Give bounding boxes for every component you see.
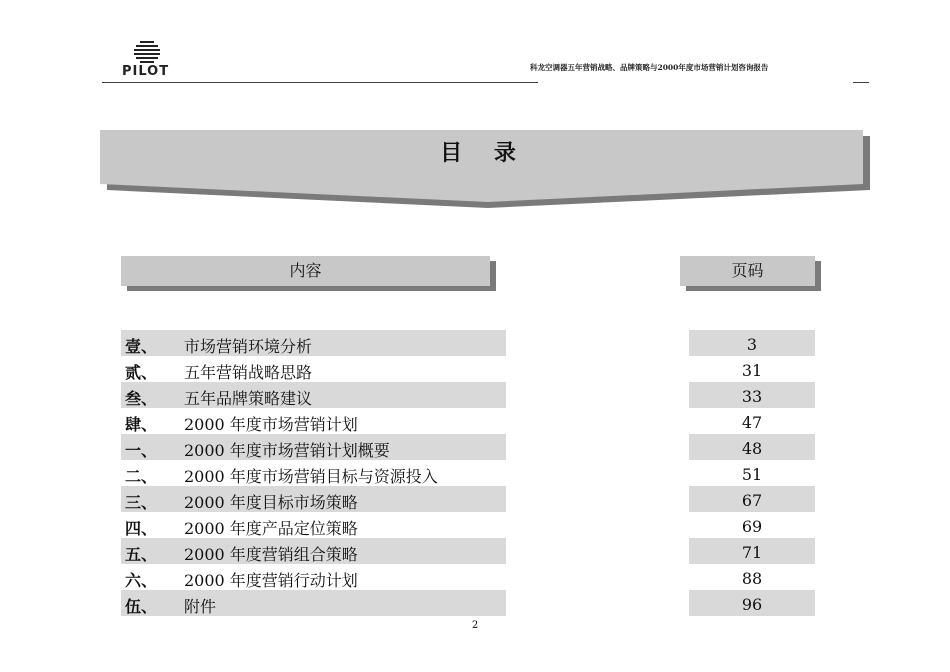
toc-number: 四、 [125, 519, 158, 538]
toc-number: 五、 [125, 545, 158, 564]
row-shade [121, 382, 506, 408]
toc-row[interactable] [0, 408, 950, 434]
row-shade [121, 356, 506, 382]
header-divider [102, 82, 538, 83]
toc-title[interactable]: 五年品牌策略建议 [184, 389, 313, 408]
toc-number: 叁、 [125, 389, 158, 408]
toc-title[interactable]: 2000 年度市场营销计划概要 [184, 441, 390, 460]
toc-title[interactable]: 2000 年度目标市场策略 [184, 493, 358, 512]
toc-row[interactable] [0, 356, 950, 382]
toc-number: 肆、 [125, 415, 158, 434]
toc-row[interactable] [0, 382, 950, 408]
toc-page: 67 [741, 491, 763, 510]
report-title: 科龙空调器五年营销战略、品牌策略与2000年度市场营销计划咨询报告 [530, 63, 769, 72]
toc-row[interactable] [0, 434, 950, 460]
toc-page: 69 [741, 517, 763, 536]
toc-page: 88 [741, 569, 763, 588]
page-column-header: 页码 [680, 256, 815, 286]
toc-title[interactable]: 市场营销环境分析 [184, 337, 313, 356]
toc-title[interactable]: 2000 年度市场营销目标与资源投入 [184, 467, 438, 486]
toc-title[interactable]: 五年营销战略思路 [184, 363, 313, 382]
toc-title[interactable]: 2000 年度产品定位策略 [184, 519, 358, 538]
logo-text: PILOT [122, 64, 170, 79]
toc-row[interactable] [0, 538, 950, 564]
toc-row[interactable] [0, 460, 950, 486]
toc-page: 33 [741, 387, 763, 406]
toc-row[interactable] [0, 512, 950, 538]
row-shade [121, 330, 506, 356]
toc-page: 71 [741, 543, 763, 562]
page-number: 2 [471, 620, 479, 631]
toc-title[interactable]: 2000 年度营销行动计划 [184, 571, 358, 590]
toc-number: 伍、 [125, 597, 158, 616]
toc-page: 31 [741, 361, 763, 380]
toc-title[interactable]: 2000 年度营销组合策略 [184, 545, 358, 564]
toc-number: 三、 [125, 493, 158, 512]
toc-page: 3 [746, 335, 758, 354]
pilot-logo-icon [118, 40, 178, 66]
toc-number: 贰、 [125, 363, 158, 382]
content-column-header: 内容 [121, 256, 490, 286]
toc-row[interactable] [0, 330, 950, 356]
toc-number: 壹、 [125, 337, 158, 356]
toc-page: 96 [741, 595, 763, 614]
toc-row[interactable] [0, 564, 950, 590]
toc-row[interactable] [0, 486, 950, 512]
toc-number: 六、 [125, 571, 158, 590]
toc-title[interactable]: 2000 年度市场营销计划 [184, 415, 358, 434]
toc-title[interactable]: 附件 [184, 597, 217, 616]
header-divider-right [853, 82, 869, 83]
toc-page: 48 [741, 439, 763, 458]
toc-number: 二、 [125, 467, 158, 486]
toc-page: 47 [741, 413, 763, 432]
page-title: 目 录 [440, 140, 528, 166]
toc-page: 51 [741, 465, 763, 484]
row-shade [121, 590, 506, 616]
toc-row[interactable] [0, 590, 950, 616]
toc-number: 一、 [125, 441, 158, 460]
